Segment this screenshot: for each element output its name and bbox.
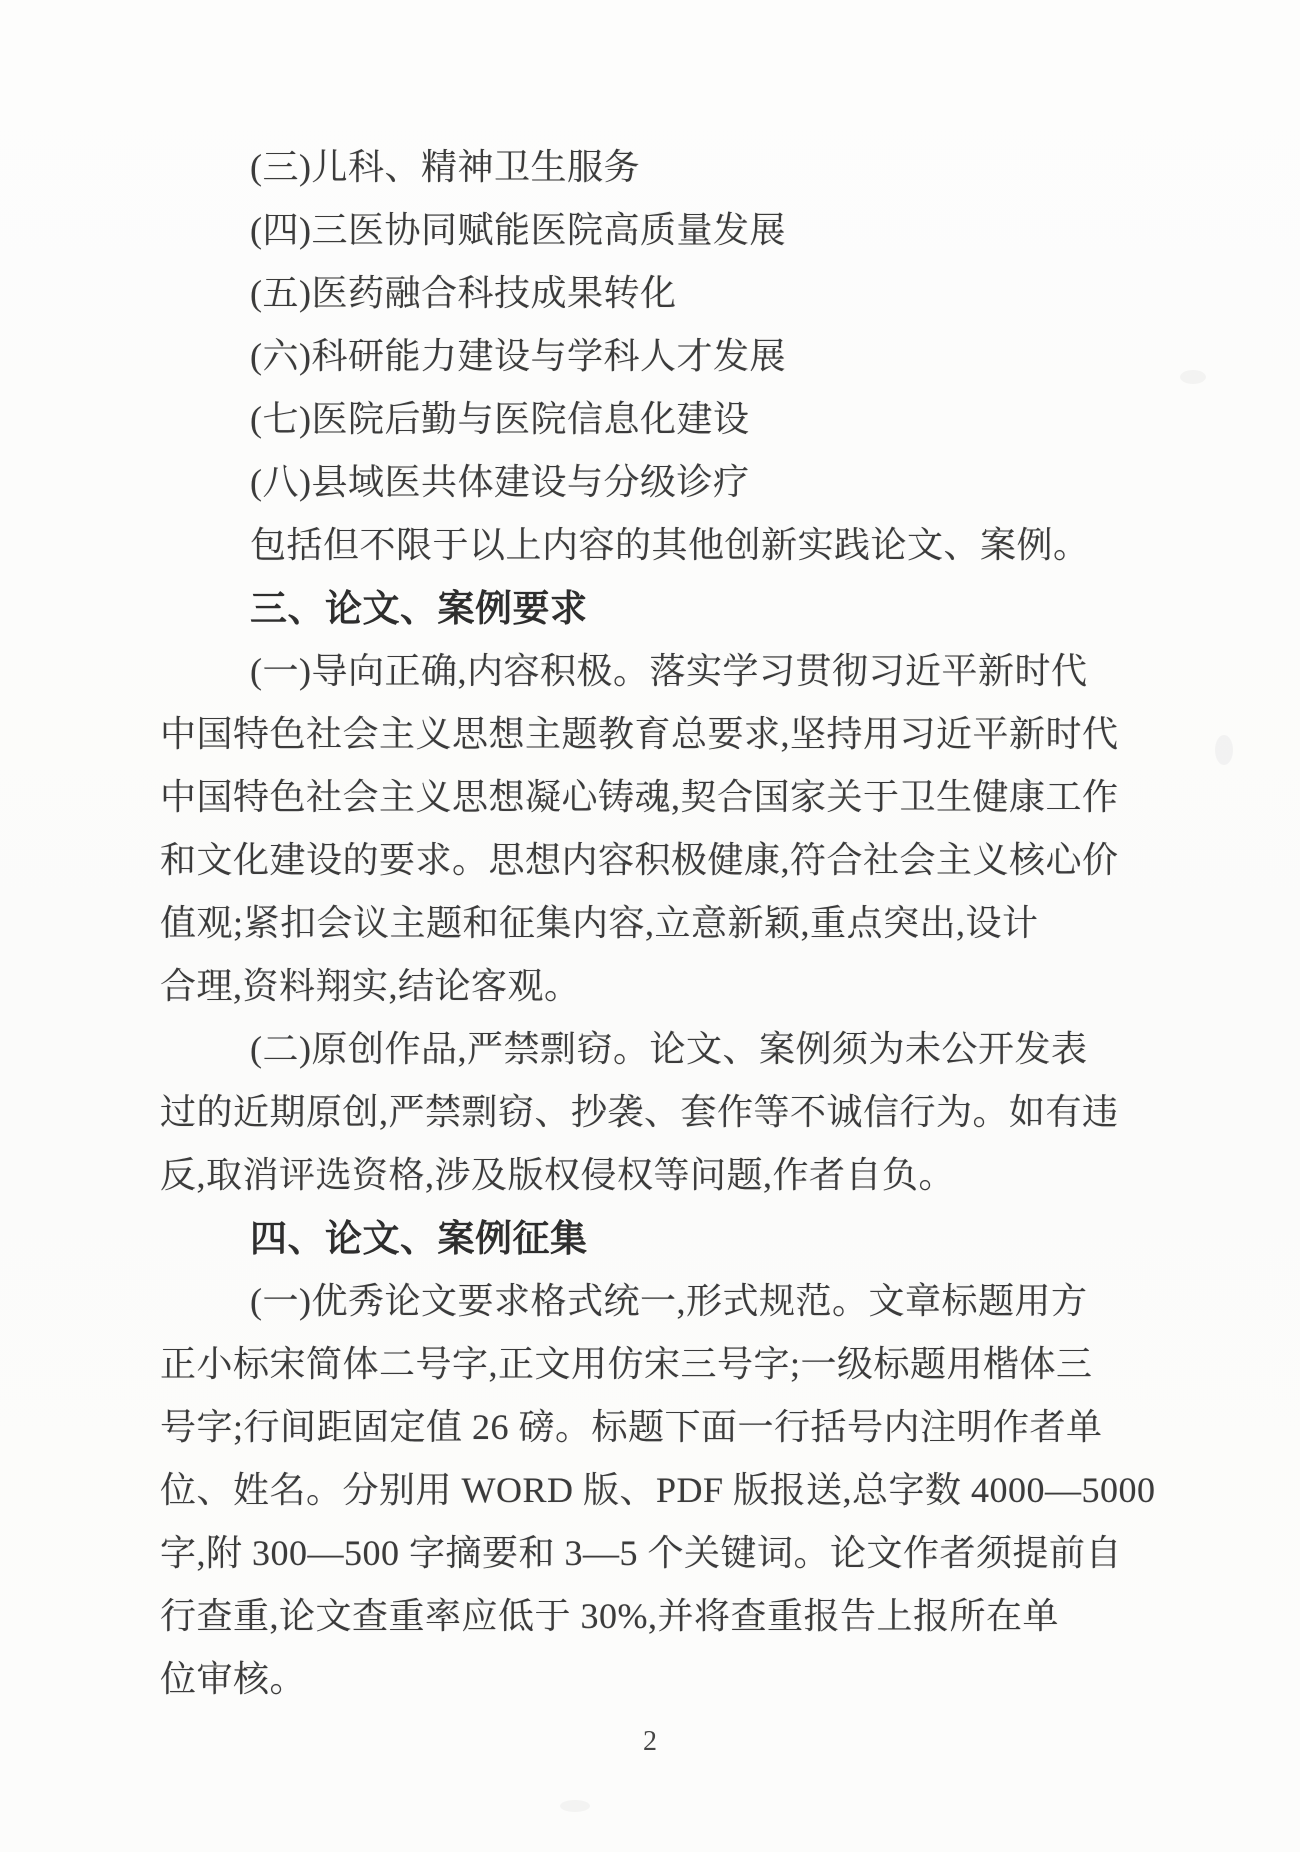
paragraph-start: (二)原创作品,严禁剽窃。论文、案例须为未公开发表 — [250, 1029, 1088, 1069]
paragraph-line: 值观;紧扣会议主题和征集内容,立意新颖,重点突出,设计 — [160, 903, 1039, 943]
list-item-7: (七)医院后勤与医院信息化建设 — [250, 399, 750, 439]
list-item-3: (三)儿科、精神卫生服务 — [250, 147, 640, 187]
paragraph-line: 中国特色社会主义思想主题教育总要求,坚持用习近平新时代 — [160, 714, 1119, 754]
paragraph-line: 号字;行间距固定值 26 磅。标题下面一行括号内注明作者单 — [160, 1407, 1103, 1447]
scan-smudge — [1215, 735, 1233, 765]
paragraph-line: 位审核。 — [160, 1659, 307, 1699]
list-item-5: (五)医药融合科技成果转化 — [250, 273, 677, 313]
document-body — [160, 136, 1156, 1711]
list-item-4: (四)三医协同赋能医院高质量发展 — [250, 210, 786, 250]
paragraph-line: 过的近期原创,严禁剽窃、抄袭、套作等不诚信行为。如有违 — [160, 1092, 1119, 1132]
paragraph-line: 位、姓名。分别用 WORD 版、PDF 版报送,总字数 4000—5000 — [160, 1470, 1156, 1510]
paragraph-line: 合理,资料翔实,结论客观。 — [160, 966, 581, 1006]
scan-smudge — [1180, 370, 1206, 384]
paragraph-line: 正小标宋简体二号字,正文用仿宋三号字;一级标题用楷体三 — [160, 1344, 1093, 1384]
paragraph-start: (一)导向正确,内容积极。落实学习贯彻习近平新时代 — [250, 651, 1088, 691]
paragraph-line: 行查重,论文查重率应低于 30%,并将查重报告上报所在单 — [160, 1596, 1059, 1636]
list-item-8: (八)县域医共体建设与分级诊疗 — [250, 462, 750, 502]
page-number: 2 — [643, 1726, 657, 1757]
scan-smudge — [560, 1800, 590, 1812]
paragraph-line: 反,取消评选资格,涉及版权侵权等问题,作者自负。 — [160, 1155, 956, 1195]
paragraph-start: (一)优秀论文要求格式统一,形式规范。文章标题用方 — [250, 1281, 1088, 1321]
section-heading-3: 三、论文、案例要求 — [250, 588, 588, 629]
section-heading-4: 四、论文、案例征集 — [250, 1218, 588, 1259]
paragraph-line: 和文化建设的要求。思想内容积极健康,符合社会主义核心价 — [160, 840, 1119, 880]
paragraph-line: 包括但不限于以上内容的其他创新实践论文、案例。 — [250, 525, 1090, 565]
paragraph-line: 字,附 300—500 字摘要和 3—5 个关键词。论文作者须提前自 — [160, 1533, 1123, 1573]
paragraph-line: 中国特色社会主义思想凝心铸魂,契合国家关于卫生健康工作 — [160, 777, 1119, 817]
list-item-6: (六)科研能力建设与学科人才发展 — [250, 336, 786, 376]
